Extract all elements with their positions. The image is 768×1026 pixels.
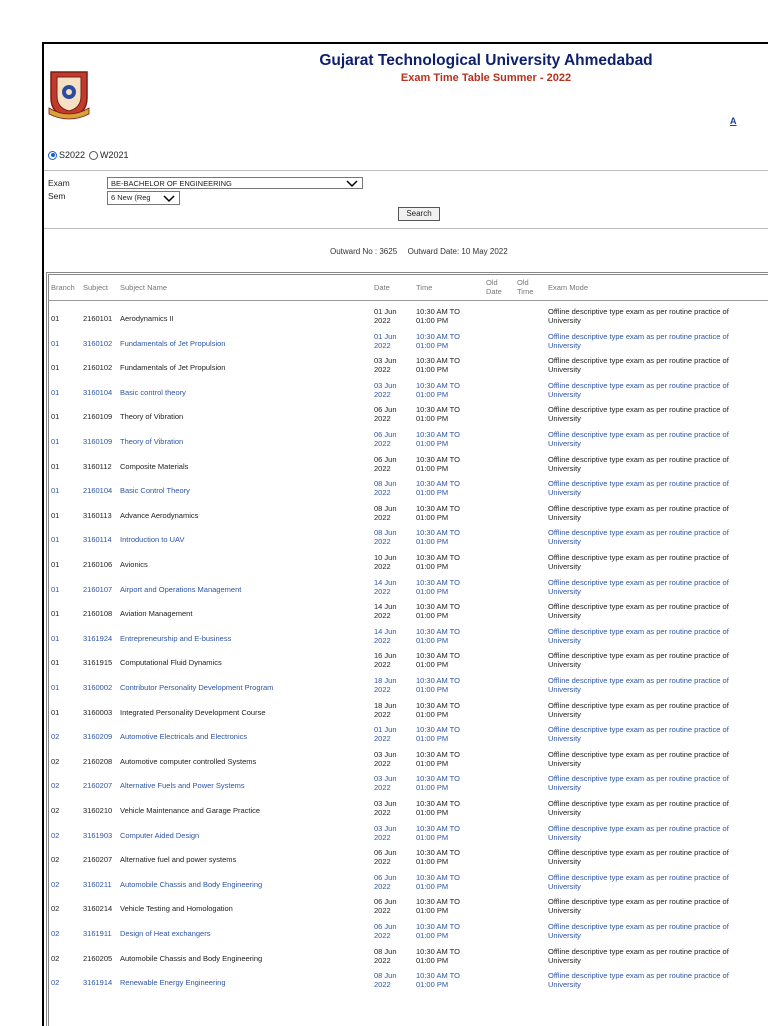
table-row[interactable] [49, 920, 768, 945]
cell-subject-code: 3161911 [83, 929, 112, 938]
table-row [49, 846, 768, 871]
table-row[interactable] [49, 723, 768, 748]
cell-subject-name: Entrepreneurship and E-business [120, 633, 232, 643]
cell-subject-code: 2160207 [83, 855, 113, 865]
cell-date: 06 Jun 2022 [374, 430, 397, 448]
cell-subject-code: 3161924 [83, 633, 113, 643]
cell-date: 03 Jun 2022 [374, 774, 397, 793]
cell-subject-name: Fundamentals of Jet Propulsion [120, 363, 226, 373]
table-row[interactable] [49, 379, 768, 404]
session-radio-w2021[interactable] [89, 151, 98, 160]
cell-subject-name: Alternative fuel and power systems [120, 855, 237, 865]
col-date: Date [374, 283, 390, 292]
col-exam-mode: Exam Mode [548, 283, 589, 292]
cell-date: 06 Jun 2022 [374, 872, 397, 891]
table-row [49, 748, 768, 773]
cell-time: 10:30 AM TO 01:00 PM [416, 799, 460, 817]
cell-branch: 01 [51, 510, 60, 520]
search-button[interactable]: Search [398, 207, 440, 221]
cell-time: 10:30 AM TO 01:00 PM [416, 380, 460, 399]
session-label-w2021: W2021 [100, 150, 129, 160]
sem-label: Sem [48, 191, 66, 201]
cell-subject-name: Computer Aided Design [120, 830, 200, 840]
cell-subject-code: 3160214 [83, 904, 113, 914]
cell-branch: 02 [51, 904, 60, 914]
divider [44, 228, 768, 229]
header-divider [49, 300, 768, 301]
cell-branch: 01 [51, 412, 60, 422]
cell-time: 10:30 AM TO 01:00 PM [416, 651, 460, 670]
cell-time: 10:30 AM TO 01:00 PM [416, 725, 460, 744]
cell-time: 10:30 AM TO 01:00 PM [416, 922, 460, 940]
cell-branch: 01 [51, 707, 60, 717]
cell-branch: 01 [51, 363, 60, 373]
cell-branch: 01 [51, 560, 60, 569]
cell-subject-code: 2160205 [83, 953, 113, 963]
divider [44, 170, 768, 171]
cell-time: 10:30 AM TO 01:00 PM [416, 405, 460, 424]
cell-subject-name: Automobile Chassis and Body Engineering [120, 879, 263, 889]
cell-subject-code: 2160108 [83, 609, 113, 619]
cell-time: 10:30 AM TO 01:00 PM [416, 774, 460, 793]
cell-branch: 02 [51, 781, 60, 791]
cell-date: 10 Jun 2022 [374, 553, 397, 571]
outward-info [330, 247, 508, 256]
chevron-down-icon [163, 194, 175, 203]
cell-exam-mode: Offline descriptive type exam as per routine practice of University [548, 749, 729, 768]
cell-subject-code: 2160101 [83, 314, 113, 323]
cell-subject-code: 2160104 [83, 486, 113, 496]
table-row [49, 305, 768, 330]
cell-branch: 01 [51, 658, 60, 668]
cell-date: 06 Jun 2022 [374, 405, 397, 424]
session-label-s2022: S2022 [59, 150, 86, 160]
cell-branch: 02 [51, 732, 60, 742]
cell-subject-code: 2160109 [83, 412, 113, 422]
table-row [49, 945, 768, 970]
cell-branch: 02 [51, 855, 60, 865]
cell-exam-mode: Offline descriptive type exam as per routine practice of University [548, 848, 729, 867]
cell-subject-name: Composite Materials [120, 461, 189, 471]
cell-time: 10:30 AM TO 01:00 PM [416, 553, 460, 571]
cell-date: 03 Jun 2022 [374, 799, 397, 817]
cell-date: 06 Jun 2022 [374, 848, 397, 867]
cell-subject-name: Contributor Personality Development Program [120, 683, 274, 692]
cell-date: 06 Jun 2022 [374, 454, 397, 473]
cell-subject-name: Basic control theory [120, 387, 186, 397]
cell-subject-code: 3160210 [83, 806, 113, 815]
cell-exam-mode: Offline descriptive type exam as per routine practice of University [548, 503, 729, 522]
cell-branch: 01 [51, 486, 60, 496]
col-branch: Branch [51, 283, 75, 292]
cell-date: 01 Jun 2022 [374, 307, 397, 325]
table-header [49, 275, 768, 299]
cell-time: 10:30 AM TO 01:00 PM [416, 430, 460, 448]
cell-subject-code: 3161914 [83, 978, 113, 988]
cell-time: 10:30 AM TO 01:00 PM [416, 971, 460, 990]
page-frame [42, 42, 768, 1026]
cell-exam-mode: Offline descriptive type exam as per routine practice of University [548, 897, 729, 916]
cell-branch: 01 [51, 584, 60, 594]
cell-exam-mode: Offline descriptive type exam as per routine practice of University [548, 823, 729, 842]
cell-exam-mode: Offline descriptive type exam as per routine practice of University [548, 774, 729, 793]
cell-date: 03 Jun 2022 [374, 380, 397, 399]
exam-select[interactable] [107, 177, 363, 189]
cell-date: 14 Jun 2022 [374, 626, 397, 645]
cell-subject-code: 3160109 [83, 437, 113, 446]
cell-time: 10:30 AM TO 01:00 PM [416, 700, 460, 719]
table-row[interactable] [49, 526, 768, 551]
table-row [49, 354, 768, 379]
cell-branch: 01 [51, 314, 60, 323]
cell-exam-mode: Offline descriptive type exam as per routine practice of University [548, 380, 729, 399]
cell-date: 01 Jun 2022 [374, 331, 397, 350]
table-row[interactable] [49, 969, 768, 994]
cell-date: 03 Jun 2022 [374, 749, 397, 768]
col-old-time: Old Time [517, 278, 534, 296]
cell-exam-mode: Offline descriptive type exam as per routine practice of University [548, 922, 729, 940]
cell-date: 03 Jun 2022 [374, 823, 397, 842]
cell-date: 18 Jun 2022 [374, 700, 397, 719]
cell-date: 08 Jun 2022 [374, 946, 397, 965]
cell-subject-name: Renewable Energy Engineering [120, 978, 226, 988]
cell-time: 10:30 AM TO 01:00 PM [416, 897, 460, 916]
cell-exam-mode: Offline descriptive type exam as per routine practice of University [548, 331, 729, 350]
cell-subject-code: 3161915 [83, 658, 113, 668]
cell-exam-mode: Offline descriptive type exam as per routine practice of University [548, 799, 729, 817]
cell-date: 08 Jun 2022 [374, 503, 397, 522]
cell-date: 03 Jun 2022 [374, 356, 397, 375]
chevron-down-icon [346, 179, 358, 188]
cell-time: 10:30 AM TO 01:00 PM [416, 602, 460, 621]
cell-subject-name: Automobile Chassis and Body Engineering [120, 953, 263, 963]
table-row[interactable] [49, 822, 768, 847]
timetable-table [46, 272, 768, 1026]
cell-branch: 02 [51, 879, 60, 889]
cell-exam-mode: Offline descriptive type exam as per routine practice of University [548, 946, 729, 965]
table-row [49, 649, 768, 674]
cell-branch: 02 [51, 830, 60, 840]
outward-number: Outward No : 3625 [330, 247, 398, 256]
table-row [49, 453, 768, 478]
cell-branch: 01 [51, 535, 60, 545]
outward-date: Outward Date: 10 May 2022 [407, 247, 508, 256]
page-title: Gujarat Technological University Ahmedabad [319, 52, 653, 69]
cell-subject-code: 3160104 [83, 387, 113, 397]
cell-subject-name: Aviation Management [120, 609, 193, 619]
cell-exam-mode: Offline descriptive type exam as per routine practice of University [548, 626, 729, 645]
cell-time: 10:30 AM TO 01:00 PM [416, 307, 460, 325]
cell-date: 16 Jun 2022 [374, 651, 397, 670]
table-row [49, 797, 768, 822]
cell-subject-name: Introduction to UAV [120, 535, 185, 545]
cell-branch: 01 [51, 387, 60, 397]
table-row [49, 551, 768, 576]
cell-subject-name: Airport and Operations Management [120, 584, 242, 594]
cell-date: 01 Jun 2022 [374, 725, 397, 744]
cell-time: 10:30 AM TO 01:00 PM [416, 479, 460, 498]
col-subject-name: Subject Name [120, 283, 168, 292]
cell-exam-mode: Offline descriptive type exam as per routine practice of University [548, 553, 729, 571]
session-radio-group [48, 150, 133, 160]
cell-exam-mode: Offline descriptive type exam as per routine practice of University [548, 676, 729, 694]
cell-subject-name: Basic Control Theory [120, 486, 190, 496]
cell-time: 10:30 AM TO 01:00 PM [416, 946, 460, 965]
table-row[interactable] [49, 576, 768, 601]
table-row [49, 600, 768, 625]
cell-exam-mode: Offline descriptive type exam as per routine practice of University [548, 430, 729, 448]
sem-select[interactable] [107, 191, 180, 205]
cell-subject-name: Alternative Fuels and Power Systems [120, 781, 245, 791]
cell-subject-name: Automotive Electricals and Electronics [120, 732, 248, 742]
cell-time: 10:30 AM TO 01:00 PM [416, 528, 460, 547]
cell-branch: 02 [51, 806, 60, 815]
cell-time: 10:30 AM TO 01:00 PM [416, 503, 460, 522]
cell-date: 08 Jun 2022 [374, 528, 397, 547]
cell-exam-mode: Offline descriptive type exam as per routine practice of University [548, 454, 729, 473]
cell-time: 10:30 AM TO 01:00 PM [416, 848, 460, 867]
cell-time: 10:30 AM TO 01:00 PM [416, 872, 460, 891]
table-row[interactable] [49, 674, 768, 699]
cell-subject-name: Avionics [120, 560, 148, 569]
table-row[interactable] [49, 772, 768, 797]
cell-subject-name: Aerodynamics II [120, 314, 174, 323]
cell-exam-mode: Offline descriptive type exam as per routine practice of University [548, 602, 729, 621]
cell-time: 10:30 AM TO 01:00 PM [416, 356, 460, 375]
cell-subject-name: Fundamentals of Jet Propulsion [120, 338, 226, 348]
cell-subject-code: 2160208 [83, 756, 113, 766]
cell-time: 10:30 AM TO 01:00 PM [416, 823, 460, 842]
cell-exam-mode: Offline descriptive type exam as per routine practice of University [548, 405, 729, 424]
cell-branch: 01 [51, 461, 60, 471]
cell-time: 10:30 AM TO 01:00 PM [416, 454, 460, 473]
cell-date: 08 Jun 2022 [374, 971, 397, 990]
cell-subject-code: 3160002 [83, 683, 113, 692]
cell-branch: 01 [51, 338, 60, 348]
table-row[interactable] [49, 871, 768, 896]
cell-subject-name: Theory of Vibration [120, 437, 184, 446]
exam-label: Exam [48, 178, 70, 188]
table-row [49, 699, 768, 724]
university-logo-icon [47, 68, 91, 120]
cell-time: 10:30 AM TO 01:00 PM [416, 577, 460, 596]
cell-subject-name: Design of Heat exchangers [120, 929, 211, 938]
col-time: Time [416, 283, 433, 292]
cell-exam-mode: Offline descriptive type exam as per routine practice of University [548, 651, 729, 670]
cell-subject-code: 3160211 [83, 879, 112, 889]
cell-time: 10:30 AM TO 01:00 PM [416, 331, 460, 350]
cell-branch: 01 [51, 633, 60, 643]
cell-branch: 01 [51, 437, 60, 446]
cell-exam-mode: Offline descriptive type exam as per routine practice of University [548, 725, 729, 744]
cell-subject-code: 3160114 [83, 535, 112, 545]
col-old-date: Old Date [486, 278, 502, 296]
cell-branch: 02 [51, 756, 60, 766]
col-subject: Subject [83, 283, 109, 292]
cell-branch: 02 [51, 978, 60, 988]
cell-subject-name: Advance Aerodynamics [120, 510, 199, 520]
cell-subject-code: 3161903 [83, 830, 113, 840]
cell-exam-mode: Offline descriptive type exam as per routine practice of University [548, 307, 729, 325]
cell-exam-mode: Offline descriptive type exam as per routine practice of University [548, 971, 729, 990]
cell-subject-name: Vehicle Testing and Homologation [120, 904, 233, 914]
cell-branch: 02 [51, 929, 60, 938]
table-row[interactable] [49, 477, 768, 502]
cell-exam-mode: Offline descriptive type exam as per routine practice of University [548, 872, 729, 891]
session-radio-s2022[interactable] [48, 151, 57, 160]
cell-subject-code: 3160209 [83, 732, 113, 742]
cell-subject-code: 2160107 [83, 584, 113, 594]
table-row[interactable] [49, 330, 768, 355]
cell-exam-mode: Offline descriptive type exam as per routine practice of University [548, 528, 729, 547]
sem-select-value: 6 New (Reg [111, 193, 151, 202]
cell-date: 14 Jun 2022 [374, 602, 397, 621]
table-row [49, 502, 768, 527]
cell-subject-code: 2160106 [83, 560, 113, 569]
cell-subject-name: Theory of Vibration [120, 412, 184, 422]
cell-subject-code: 3160113 [83, 510, 112, 520]
cell-time: 10:30 AM TO 01:00 PM [416, 749, 460, 768]
cell-subject-name: Integrated Personality Development Course [120, 707, 266, 717]
cell-subject-name: Automotive computer controlled Systems [120, 756, 257, 766]
table-row [49, 403, 768, 428]
table-row[interactable] [49, 625, 768, 650]
cell-exam-mode: Offline descriptive type exam as per routine practice of University [548, 700, 729, 719]
cell-date: 14 Jun 2022 [374, 577, 397, 596]
exam-select-value: BE-BACHELOR OF ENGINEERING [111, 179, 232, 188]
cell-date: 18 Jun 2022 [374, 676, 397, 694]
cell-subject-code: 2160102 [83, 363, 113, 373]
cell-exam-mode: Offline descriptive type exam as per routine practice of University [548, 356, 729, 375]
cell-subject-name: Vehicle Maintenance and Garage Practice [120, 806, 261, 815]
cell-branch: 02 [51, 953, 60, 963]
corner-link[interactable]: A [730, 116, 737, 126]
cell-time: 10:30 AM TO 01:00 PM [416, 676, 460, 694]
cell-exam-mode: Offline descriptive type exam as per routine practice of University [548, 479, 729, 498]
cell-subject-code: 3160112 [83, 461, 112, 471]
cell-subject-code: 2160207 [83, 781, 113, 791]
table-row [49, 895, 768, 920]
cell-date: 06 Jun 2022 [374, 897, 397, 916]
cell-subject-code: 3160102 [83, 338, 113, 348]
cell-branch: 01 [51, 683, 60, 692]
cell-branch: 01 [51, 609, 60, 619]
cell-subject-code: 3160003 [83, 707, 113, 717]
cell-time: 10:30 AM TO 01:00 PM [416, 626, 460, 645]
cell-subject-name: Computational Fluid Dynamics [120, 658, 222, 668]
cell-date: 08 Jun 2022 [374, 479, 397, 498]
page-subtitle: Exam Time Table Summer - 2022 [400, 72, 572, 84]
table-row[interactable] [49, 428, 768, 453]
cell-exam-mode: Offline descriptive type exam as per routine practice of University [548, 577, 729, 596]
cell-date: 06 Jun 2022 [374, 922, 397, 940]
